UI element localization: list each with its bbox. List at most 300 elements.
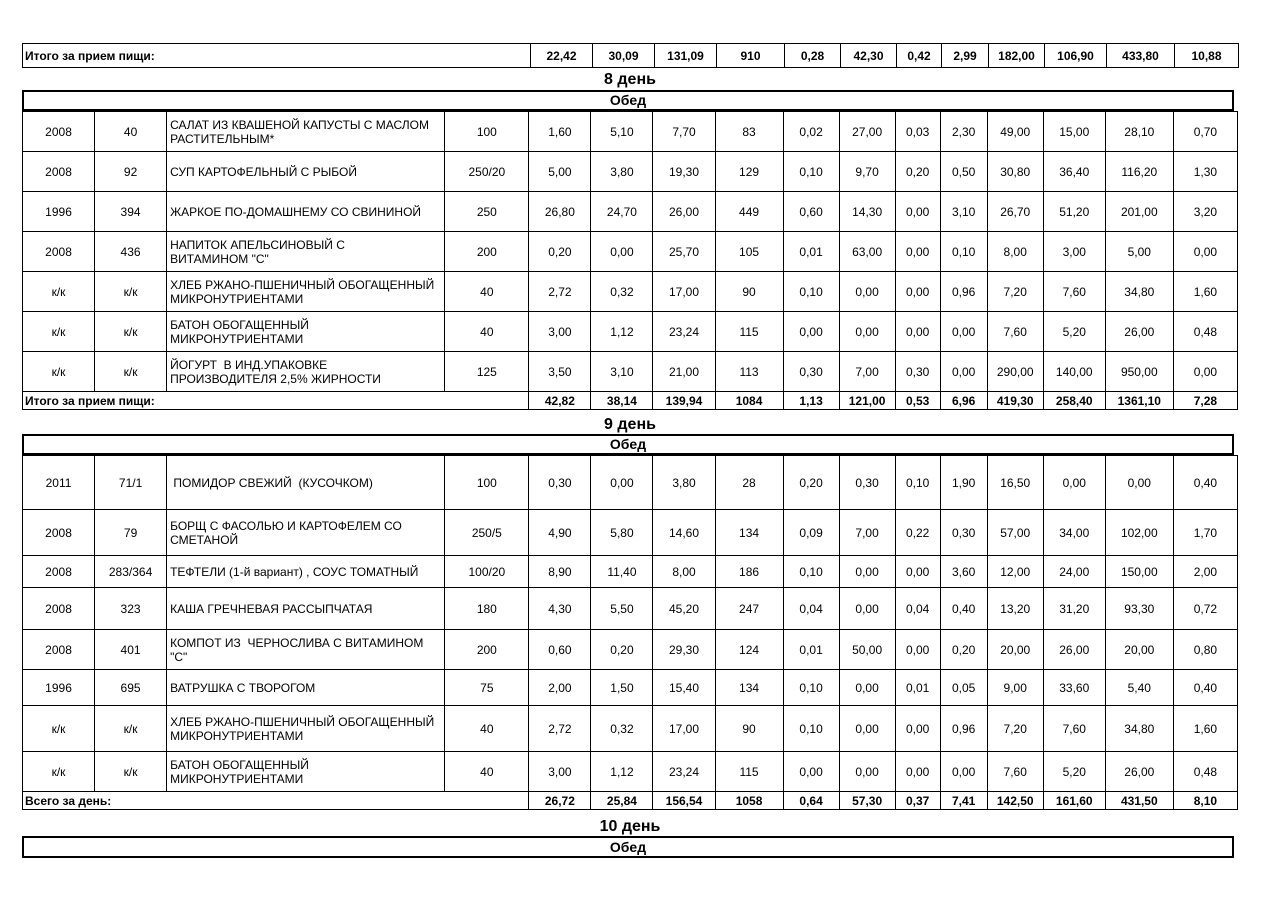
day-title: 10 день [599, 818, 661, 835]
nutrient-value: 13,20 [987, 588, 1043, 630]
dish-name-line: САЛАТ ИЗ КВАШЕНОЙ КАПУСТЫ С МАСЛОМ [170, 117, 430, 132]
nutrient-value: 25,70 [653, 232, 715, 272]
total-value: 26,72 [529, 792, 591, 810]
nutrient-value: 0,01 [783, 232, 839, 272]
dish-row [23, 588, 1238, 630]
nutrient-value: 116,20 [1105, 152, 1173, 192]
nutrient-value: 3,00 [529, 752, 591, 792]
nutrient-value: 0,01 [783, 630, 839, 670]
total-value: 7,41 [940, 792, 987, 810]
nutrient-value: 113 [715, 352, 783, 392]
nutrient-value: 12,00 [987, 556, 1043, 588]
portion: 40 [445, 312, 529, 352]
dish-name-line: ПРОИЗВОДИТЕЛЯ 2,5% ЖИРНОСТИ [170, 371, 381, 386]
nutrient-value: 83 [715, 112, 783, 152]
nutrient-value: 0,10 [783, 706, 839, 752]
recipe-number: 323 [95, 588, 167, 630]
nutrient-value: 3,80 [653, 456, 715, 510]
nutrient-value: 26,00 [653, 192, 715, 232]
nutrient-value: 0,10 [783, 272, 839, 312]
nutrient-value: 0,00 [895, 630, 940, 670]
total-value: 22,42 [531, 44, 593, 68]
nutrient-value: 5,20 [1043, 752, 1105, 792]
nutrient-value: 50,00 [839, 630, 895, 670]
nutrient-value: 0,96 [940, 272, 987, 312]
nutrient-value: 0,00 [895, 192, 940, 232]
dish-name-line: БАТОН ОБОГАЩЕННЫЙ [170, 317, 309, 332]
nutrient-value: 4,90 [529, 510, 591, 556]
dish-name-line: БОРЩ С ФАСОЛЬЮ И КАРТОФЕЛЕМ СО [170, 518, 402, 533]
menu-table-day-8 [22, 111, 1238, 410]
nutrient-value: 21,00 [653, 352, 715, 392]
total-row [23, 792, 1238, 810]
portion: 100/20 [445, 556, 529, 588]
dish-name-line: МИКРОНУТРИЕНТАМИ [170, 771, 304, 786]
total-value: 131,09 [655, 44, 717, 68]
dish-name-line: КАША ГРЕЧНЕВАЯ РАССЫПЧАТАЯ [170, 601, 373, 616]
meal-header: Обед [22, 434, 1234, 455]
nutrient-value: 0,00 [1043, 456, 1105, 510]
nutrient-value: 0,48 [1173, 312, 1237, 352]
nutrient-value: 5,00 [1105, 232, 1173, 272]
portion: 75 [445, 670, 529, 706]
nutrient-value: 0,00 [1173, 352, 1237, 392]
dish-name [167, 588, 445, 630]
nutrient-value: 7,00 [839, 352, 895, 392]
total-value: 2,99 [942, 44, 989, 68]
total-value: 0,37 [895, 792, 940, 810]
nutrient-value: 27,00 [839, 112, 895, 152]
nutrient-value: 19,30 [653, 152, 715, 192]
nutrient-value: 24,00 [1043, 556, 1105, 588]
nutrient-value: 0,04 [895, 588, 940, 630]
nutrient-value: 14,30 [839, 192, 895, 232]
nutrient-value: 0,72 [1173, 588, 1237, 630]
total-value: 0,64 [783, 792, 839, 810]
recipe-number: к/к [95, 352, 167, 392]
dish-name [167, 556, 445, 588]
nutrient-value: 23,24 [653, 752, 715, 792]
dish-name-line: ЙОГУРТ В ИНД.УПАКОВКЕ [170, 357, 328, 372]
menu-table-day-9 [22, 455, 1238, 810]
nutrient-value: 0,60 [783, 192, 839, 232]
dish-name [167, 272, 445, 312]
nutrient-value: 0,20 [783, 456, 839, 510]
nutrient-value: 0,00 [940, 312, 987, 352]
nutrient-value: 5,10 [591, 112, 653, 152]
nutrient-value: 0,00 [1105, 456, 1173, 510]
dish-row [23, 752, 1238, 792]
recipe-year: к/к [23, 312, 95, 352]
portion: 180 [445, 588, 529, 630]
total-value: 433,80 [1107, 44, 1175, 68]
dish-name-line: МИКРОНУТРИЕНТАМИ [170, 291, 304, 306]
nutrient-value: 49,00 [987, 112, 1043, 152]
nutrient-value: 26,80 [529, 192, 591, 232]
total-value: 910 [717, 44, 785, 68]
portion: 40 [445, 752, 529, 792]
nutrient-value: 0,00 [895, 272, 940, 312]
nutrient-value: 8,90 [529, 556, 591, 588]
nutrient-value: 129 [715, 152, 783, 192]
nutrient-value: 0,00 [783, 312, 839, 352]
dish-name-line: ЖАРКОЕ ПО-ДОМАШНЕМУ СО СВИНИНОЙ [170, 204, 422, 219]
nutrient-value: 105 [715, 232, 783, 272]
nutrient-value: 0,48 [1173, 752, 1237, 792]
total-value: 258,40 [1043, 392, 1105, 410]
nutrient-value: 0,30 [940, 510, 987, 556]
nutrient-value: 102,00 [1105, 510, 1173, 556]
total-value: 0,42 [897, 44, 942, 68]
dish-row [23, 456, 1238, 510]
total-value: 156,54 [653, 792, 715, 810]
recipe-number: к/к [95, 752, 167, 792]
dish-name-line: МИКРОНУТРИЕНТАМИ [170, 331, 304, 346]
nutrient-value: 34,80 [1105, 272, 1173, 312]
nutrient-value: 201,00 [1105, 192, 1173, 232]
nutrient-value: 0,20 [940, 630, 987, 670]
nutrient-value: 29,30 [653, 630, 715, 670]
recipe-year: 2008 [23, 556, 95, 588]
nutrient-value: 0,02 [783, 112, 839, 152]
dish-name-line: СУП КАРТОФЕЛЬНЫЙ С РЫБОЙ [170, 164, 357, 179]
top-total-table [22, 43, 1239, 68]
nutrient-value: 3,50 [529, 352, 591, 392]
meal-header: Обед [22, 836, 1234, 858]
dish-name [167, 752, 445, 792]
recipe-number: 40 [95, 112, 167, 152]
nutrient-value: 7,60 [987, 752, 1043, 792]
nutrient-value: 63,00 [839, 232, 895, 272]
total-value: 121,00 [839, 392, 895, 410]
recipe-year: 1996 [23, 670, 95, 706]
dish-name-line: КОМПОТ ИЗ ЧЕРНОСЛИВА С ВИТАМИНОМ [170, 635, 424, 650]
dish-row [23, 706, 1238, 752]
day-title: 9 день [604, 416, 656, 433]
portion: 100 [445, 456, 529, 510]
total-value: 139,94 [653, 392, 715, 410]
nutrient-value: 2,00 [529, 670, 591, 706]
nutrient-value: 7,60 [1043, 272, 1105, 312]
recipe-year: 2008 [23, 630, 95, 670]
nutrient-value: 5,00 [529, 152, 591, 192]
nutrient-value: 0,00 [839, 588, 895, 630]
total-value: 8,10 [1173, 792, 1237, 810]
nutrient-value: 0,22 [895, 510, 940, 556]
total-value: 1084 [715, 392, 783, 410]
nutrient-value: 30,80 [987, 152, 1043, 192]
nutrient-value: 16,50 [987, 456, 1043, 510]
recipe-year: 2008 [23, 152, 95, 192]
total-value: 182,00 [989, 44, 1045, 68]
nutrient-value: 23,24 [653, 312, 715, 352]
dish-name-line: РАСТИТЕЛЬНЫМ* [170, 131, 275, 146]
portion: 200 [445, 232, 529, 272]
nutrient-value: 0,10 [783, 556, 839, 588]
nutrient-value: 26,00 [1043, 630, 1105, 670]
nutrient-value: 1,12 [591, 312, 653, 352]
nutrient-value: 0,00 [783, 752, 839, 792]
dish-name-line: СМЕТАНОЙ [170, 532, 239, 547]
nutrient-value: 3,10 [940, 192, 987, 232]
total-value: 161,60 [1043, 792, 1105, 810]
nutrient-value: 14,60 [653, 510, 715, 556]
nutrient-value: 950,00 [1105, 352, 1173, 392]
dish-row [23, 272, 1238, 312]
nutrient-value: 36,40 [1043, 152, 1105, 192]
dish-name [167, 456, 445, 510]
portion: 125 [445, 352, 529, 392]
nutrient-value: 93,30 [1105, 588, 1173, 630]
total-value: 0,53 [895, 392, 940, 410]
dish-row [23, 312, 1238, 352]
recipe-year: к/к [23, 706, 95, 752]
recipe-number: 695 [95, 670, 167, 706]
nutrient-value: 0,00 [591, 456, 653, 510]
nutrient-value: 0,00 [895, 752, 940, 792]
recipe-number: к/к [95, 312, 167, 352]
dish-name [167, 670, 445, 706]
nutrient-value: 3,00 [1043, 232, 1105, 272]
nutrient-value: 15,00 [1043, 112, 1105, 152]
nutrient-value: 0,20 [591, 630, 653, 670]
recipe-year: 2008 [23, 588, 95, 630]
nutrient-value: 2,00 [1173, 556, 1237, 588]
nutrient-value: 0,30 [783, 352, 839, 392]
nutrient-value: 115 [715, 752, 783, 792]
nutrient-value: 140,00 [1043, 352, 1105, 392]
dish-row [23, 670, 1238, 706]
total-value: 25,84 [591, 792, 653, 810]
portion: 200 [445, 630, 529, 670]
nutrient-value: 0,00 [895, 312, 940, 352]
nutrient-value: 449 [715, 192, 783, 232]
nutrient-value: 17,00 [653, 272, 715, 312]
nutrient-value: 8,00 [653, 556, 715, 588]
nutrient-value: 0,00 [895, 232, 940, 272]
nutrient-value: 0,10 [895, 456, 940, 510]
nutrient-value: 0,00 [839, 556, 895, 588]
dish-name-line: "С" [170, 649, 188, 664]
nutrient-value: 0,01 [895, 670, 940, 706]
nutrient-value: 7,60 [987, 312, 1043, 352]
nutrient-value: 1,12 [591, 752, 653, 792]
dish-name-line: ПОМИДОР СВЕЖИЙ (КУСОЧКОМ) [170, 475, 373, 490]
nutrient-value: 0,00 [839, 706, 895, 752]
recipe-year: 2011 [23, 456, 95, 510]
nutrient-value: 0,00 [591, 232, 653, 272]
nutrient-value: 5,20 [1043, 312, 1105, 352]
recipe-number: 79 [95, 510, 167, 556]
nutrient-value: 9,00 [987, 670, 1043, 706]
nutrient-value: 0,32 [591, 706, 653, 752]
nutrient-value: 0,00 [940, 752, 987, 792]
nutrient-value: 0,30 [895, 352, 940, 392]
nutrient-value: 0,40 [1173, 456, 1237, 510]
nutrient-value: 15,40 [653, 670, 715, 706]
nutrient-value: 11,40 [591, 556, 653, 588]
nutrient-value: 0,10 [940, 232, 987, 272]
nutrient-value: 0,96 [940, 706, 987, 752]
dish-row [23, 112, 1238, 152]
dish-name [167, 312, 445, 352]
recipe-number: 71/1 [95, 456, 167, 510]
nutrient-value: 0,00 [1173, 232, 1237, 272]
dish-name [167, 112, 445, 152]
nutrient-value: 1,60 [1173, 272, 1237, 312]
nutrient-value: 0,70 [1173, 112, 1237, 152]
total-value: 142,50 [987, 792, 1043, 810]
total-value: 42,82 [529, 392, 591, 410]
nutrient-value: 0,09 [783, 510, 839, 556]
nutrient-value: 247 [715, 588, 783, 630]
nutrient-value: 8,00 [987, 232, 1043, 272]
nutrient-value: 28,10 [1105, 112, 1173, 152]
dish-name-line: ВАТРУШКА С ТВОРОГОМ [170, 680, 316, 695]
nutrient-value: 2,72 [529, 706, 591, 752]
recipe-year: 2008 [23, 112, 95, 152]
nutrient-value: 31,20 [1043, 588, 1105, 630]
nutrient-value: 20,00 [1105, 630, 1173, 670]
nutrient-value: 28 [715, 456, 783, 510]
total-value: 1058 [715, 792, 783, 810]
nutrient-value: 0,80 [1173, 630, 1237, 670]
nutrient-value: 1,30 [1173, 152, 1237, 192]
nutrient-value: 0,60 [529, 630, 591, 670]
portion: 40 [445, 272, 529, 312]
recipe-year: 2008 [23, 232, 95, 272]
dish-row [23, 192, 1238, 232]
nutrient-value: 0,10 [783, 152, 839, 192]
recipe-number: к/к [95, 706, 167, 752]
nutrient-value: 26,70 [987, 192, 1043, 232]
dish-name-line: ВИТАМИНОМ "С" [170, 251, 269, 266]
nutrient-value: 0,32 [591, 272, 653, 312]
nutrient-value: 2,72 [529, 272, 591, 312]
nutrient-value: 26,00 [1105, 312, 1173, 352]
nutrient-value: 26,00 [1105, 752, 1173, 792]
nutrient-value: 5,80 [591, 510, 653, 556]
recipe-number: 401 [95, 630, 167, 670]
top-total-row [23, 44, 1239, 68]
total-value: 431,50 [1105, 792, 1173, 810]
nutrient-value: 1,90 [940, 456, 987, 510]
nutrient-value: 0,05 [940, 670, 987, 706]
nutrient-value: 0,20 [895, 152, 940, 192]
nutrient-value: 0,40 [940, 588, 987, 630]
nutrient-value: 51,20 [1043, 192, 1105, 232]
dish-name-line: МИКРОНУТРИЕНТАМИ [170, 728, 304, 743]
nutrient-value: 0,00 [839, 670, 895, 706]
total-row [23, 392, 1238, 410]
nutrient-value: 3,20 [1173, 192, 1237, 232]
nutrient-value: 0,30 [839, 456, 895, 510]
recipe-number: 436 [95, 232, 167, 272]
nutrient-value: 4,30 [529, 588, 591, 630]
nutrient-value: 150,00 [1105, 556, 1173, 588]
nutrient-value: 0,00 [895, 706, 940, 752]
nutrient-value: 0,10 [783, 670, 839, 706]
recipe-year: 2008 [23, 510, 95, 556]
nutrient-value: 0,03 [895, 112, 940, 152]
total-value: 42,30 [841, 44, 897, 68]
nutrient-value: 17,00 [653, 706, 715, 752]
dish-row [23, 556, 1238, 588]
nutrient-value: 7,20 [987, 272, 1043, 312]
dish-name-line: НАПИТОК АПЕЛЬСИНОВЫЙ С [170, 237, 345, 252]
recipe-number: к/к [95, 272, 167, 312]
total-value: 419,30 [987, 392, 1043, 410]
dish-name [167, 630, 445, 670]
dish-name [167, 152, 445, 192]
recipe-number: 394 [95, 192, 167, 232]
nutrient-value: 33,60 [1043, 670, 1105, 706]
nutrient-value: 3,80 [591, 152, 653, 192]
dish-name-line: ХЛЕБ РЖАНО-ПШЕНИЧНЫЙ ОБОГАЩЕННЫЙ [170, 277, 435, 292]
portion: 100 [445, 112, 529, 152]
recipe-year: к/к [23, 272, 95, 312]
nutrient-value: 1,50 [591, 670, 653, 706]
nutrient-value: 3,10 [591, 352, 653, 392]
nutrient-value: 9,70 [839, 152, 895, 192]
portion: 250 [445, 192, 529, 232]
nutrient-value: 124 [715, 630, 783, 670]
total-value: 106,90 [1045, 44, 1107, 68]
recipe-year: 1996 [23, 192, 95, 232]
nutrient-value: 45,20 [653, 588, 715, 630]
recipe-year: к/к [23, 352, 95, 392]
total-value: 38,14 [591, 392, 653, 410]
total-value: 10,88 [1175, 44, 1239, 68]
nutrient-value: 57,00 [987, 510, 1043, 556]
total-label: Итого за прием пищи: [23, 392, 529, 410]
nutrient-value: 20,00 [987, 630, 1043, 670]
nutrient-value: 1,60 [1173, 706, 1237, 752]
dish-row [23, 232, 1238, 272]
dish-row [23, 510, 1238, 556]
total-value: 6,96 [940, 392, 987, 410]
nutrient-value: 5,40 [1105, 670, 1173, 706]
total-value: 57,30 [839, 792, 895, 810]
total-value: 7,28 [1173, 392, 1237, 410]
nutrient-value: 90 [715, 272, 783, 312]
dish-name [167, 232, 445, 272]
total-label: Итого за прием пищи: [23, 44, 531, 68]
nutrient-value: 1,70 [1173, 510, 1237, 556]
total-label: Всего за день: [23, 792, 529, 810]
nutrient-value: 0,40 [1173, 670, 1237, 706]
nutrient-value: 7,60 [1043, 706, 1105, 752]
meal-header: Обед [22, 90, 1234, 111]
nutrient-value: 90 [715, 706, 783, 752]
portion: 250/5 [445, 510, 529, 556]
total-value: 1,13 [783, 392, 839, 410]
nutrient-value: 5,50 [591, 588, 653, 630]
nutrient-value: 0,30 [529, 456, 591, 510]
nutrient-value: 0,50 [940, 152, 987, 192]
nutrient-value: 7,70 [653, 112, 715, 152]
nutrient-value: 0,00 [839, 272, 895, 312]
portion: 250/20 [445, 152, 529, 192]
day-title: 8 день [604, 71, 656, 88]
nutrient-value: 134 [715, 510, 783, 556]
nutrient-value: 2,30 [940, 112, 987, 152]
nutrient-value: 3,00 [529, 312, 591, 352]
dish-name [167, 352, 445, 392]
nutrient-value: 34,80 [1105, 706, 1173, 752]
nutrient-value: 0,00 [895, 556, 940, 588]
dish-name-line: ХЛЕБ РЖАНО-ПШЕНИЧНЫЙ ОБОГАЩЕННЫЙ [170, 714, 435, 729]
